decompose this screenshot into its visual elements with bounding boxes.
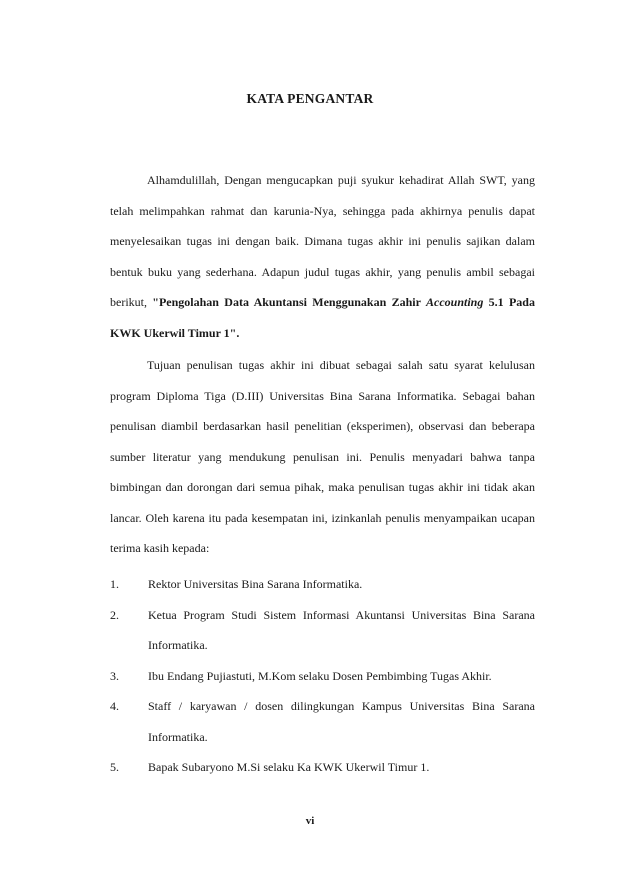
list-item [110,569,535,600]
thesis-title-italic: Accounting [426,295,484,309]
list-item [110,600,535,661]
list-item-number: 4. [110,699,119,713]
thesis-title-part1: "Pengolahan Data Akuntansi Menggunakan Zahir [152,295,426,309]
list-item [110,661,535,692]
list-item-text: Bapak Subaryono M.Si selaku Ka KWK Ukerwil Timur 1. [148,760,430,774]
page-title: KATA PENGANTAR [246,91,374,106]
list-item-number: 5. [110,760,119,774]
thesis-title-part2: 5.1 Pada KWK Ukerwil Timur 1" [110,295,535,340]
paragraph-intro [110,165,535,348]
page-number: vi [305,815,315,827]
list-item-number: 1. [110,577,119,591]
list-item-text: Staff / karyawan / dosen dilingkungan Kampus Universitas Bina Sarana Informatika. [148,699,535,744]
list-item-text: Rektor Universitas Bina Sarana Informatika. [148,577,363,591]
paragraph-purpose: Tujuan penulisan tugas akhir ini dibuat sebagai salah satu syarat kelulusan program Diploma Tiga (D.III) Universitas Bina Sarana Informatika. Sebagai bahan penulisan diambil berdasarkan hasil penelitian (eksperimen), observasi dan beberapa sumber literatur yang mendukung penulisan ini. Penulis menyadari bahwa tanpa bimbingan dan dorongan dari semua pihak, maka penulisan tugas akhir ini tidak akan lancar. Oleh karena itu pada kesempatan ini, izinkanlah penulis menyampaikan ucapan terima kasih kepada: [110,358,535,555]
list-item-number: 3. [110,668,119,683]
list-item-text: Ketua Program Studi Sistem Informasi Akuntansi Universitas Bina Sarana Informatika. [148,607,535,652]
list-item [110,752,535,783]
list-item-text: Ibu Endang Pujiastuti, M.Kom selaku Dosen Pembimbing Tugas Akhir. [148,668,492,683]
thesis-title-end: . [236,325,240,340]
list-item [110,691,535,752]
list-item-number: 2. [110,607,119,622]
paragraph-intro-text: Alhamdulillah, Dengan mengucapkan puji syukur kehadirat Allah SWT, yang telah melimpahkan rahmat dan karunia-Nya, sehingga pada akhirnya penulis dapat menyelesaikan tugas ini dengan baik. Dimana tugas akhir ini penulis sajikan dalam bentuk buku yang sederhana. Adapun judul tugas akhir, yang penulis ambil sebagai berikut, [110,173,535,309]
acknowledgement-list [110,569,535,783]
